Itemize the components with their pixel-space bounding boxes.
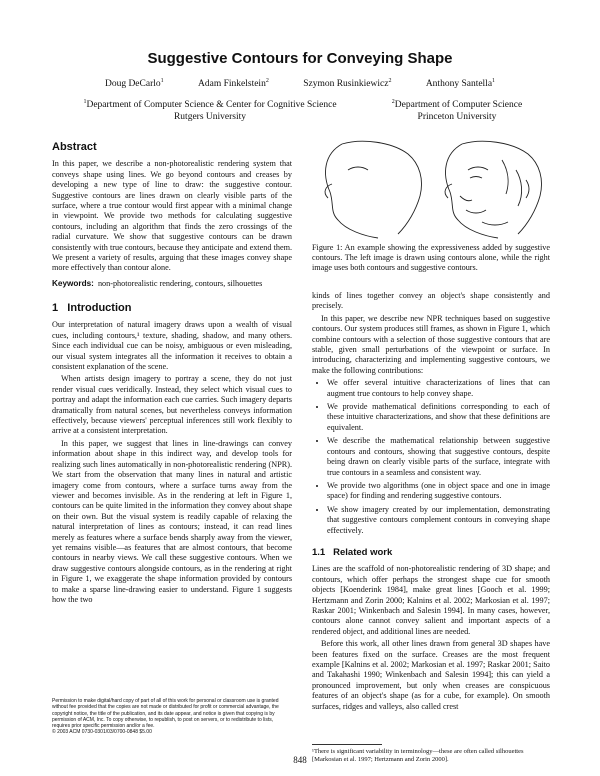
footnote: ¹There is significant variability in terminology—these are often called silhouettes [Markosian et al. 1997; Hertzmann and Zorin 2000]. [312,748,524,763]
face-drawing-contours-only [325,141,421,238]
figure-1-drawings [312,140,550,240]
paragraph: When artists design imagery to portray a scene, they do not just render visual cues veridically. Instead, they select which visual cues to portray and adapt the information each cue carries. Such imagery departs dramatically from natural scenes, but nevertheless conveys information effectively, because viewers' perceptual inferences still work flexibly to arrive at a consistent interpretation. [52,374,292,436]
author: Adam Finkelstein$^2$ [198,78,269,90]
author: Doug DeCarlo$^1$ [104,78,164,90]
author: Anthony Santella$^1$ [425,78,496,90]
abstract-section [52,142,292,291]
affiliation-princeton: $^2$Department of Computer Science Princeton University [391,99,523,123]
abstract-heading: Abstract [52,141,97,153]
paragraph: Lines are the scaffold of non-photorealistic rendering of 3D shape; and contours, which offer perhaps the strongest shape cue for smooth objects [Koenderink 1984], make great lines [Gooch et al. 1999; Hertzmann and Zorin 2000; Kalnins et al. 2002; Markosian et al. 1997; Raskar 2001; Winkenbach and Salesin 1994]. In many cases, however, contours alone cannot convey salient and important aspects of a rendered object, and additional lines are needed. [312,564,550,636]
paragraph: In this paper, we suggest that lines in line-drawings can convey information about shape in this indirect way, and develop tools for realizing such lines automatically in non-photorealistic rendering (NPR). We start from the observation that many lines in natural and artistic imagery come from contours, where a surface turns away from the viewer and becomes invisible. As in the rendering at left in Figure 1, contours can be quite limited in the information they convey about shape on their own. But the visual system is readily capable of relaxing the natural interpretation of lines as contours; instead, it can read lines merely as features where a surface bends sharply away from the viewer, yet remains visible—as features that are almost contours, that become contours in nearby views. We call these suggestive contours. When we draw suggestive contours alongside contours, as in the rendering at right in Figure 1, we exaggerate the shape information provided by contours to make a sparse line-drawing easier to understand. Figure 1 suggests how the two [52,438,292,604]
introduction-section [52,303,292,607]
author: Szymon Rusinkiewicz$^2$ [303,78,392,90]
list-item: • We provide two algorithms (one in object space and one in image space) for finding and rendering suggestive contours. [327,481,550,502]
face-drawing-with-suggestive-contours [445,141,541,238]
list-item: • We offer several intuitive characterizations of lines that can augment true contours to help convey shape. [327,378,550,399]
related-work-heading: 1.1 Related work [312,546,393,558]
paper-title: Suggestive Contours for Conveying Shape [147,50,453,67]
footnote-rule [312,744,382,745]
paragraph: In this paper, we describe new NPR techniques based on suggestive contours. Our system produces still frames, as shown in Figure 1, which combine contours with a selection of those suggestive contours that are stable, given small perturbations of the viewpoint or surface. In introducing, characterizing and implementing suggestive contours, we make the following contributions: [312,313,550,375]
affiliation-rutgers: $^1$Department of Computer Science & Center for Cognitive Science Rutgers University [83,99,337,123]
paragraph: Our interpretation of natural imagery draws upon a wealth of visual cues, including contours,¹ texture, shading, shadow, and many others. Since each individual cue can be noisy, ambiguous or even misleading, our visual system integrates all the information it receives to obtain a consistent explanation of the scene. [52,320,292,372]
contributions-list [312,378,550,536]
introduction-heading: 1 Introduction [52,302,132,314]
paragraph: Before this work, all other lines drawn from general 3D shapes have been features fixed on the surface. Creases are the most frequent example [Kalnins et al. 2002; Markosian et al. 1997; Raskar 2001; Saito and Takahashi 1990; Winkenbach and Salesin 1994]; this can yield a pronounced improvement, but only when creases are conspicuous features of an object's shape (as for a cube, for example). On smooth surfaces, ridges and valleys, also called crest [312,639,550,711]
list-item: • We provide mathematical definitions corresponding to each of these intuitive characterizations, and show that these definitions are equivalent. [327,402,550,433]
author-list [0,78,600,89]
figure-1-caption: Figure 1: An example showing the expressiveness added by suggestive contours. The left image is drawn using contours alone, while the right image uses both contours and suggestive contours. [312,243,550,272]
right-column [312,291,550,714]
page-number: 848 [293,755,307,765]
permission-notice: Permission to make digital/hard copy of part of all of this work for personal or classroom use is granted without fee provided that the copies are not made or distributed for profit or commercial advantage, the copyright notice, the title of the publication, and its date appear, and notice is given that copying is by permission of ACM, Inc. To copy otherwise, to republish, to post on servers, or to redistribute to lists, requires prior specific permission and/or a fee. © 2003 ACM 0730-0301/03/0700-0848 $5.00 [52,698,279,736]
list-item: • We show imagery created by our implementation, demonstrating that suggestive contours complement contours in conveying shape effectively. [327,505,550,536]
abstract-text: In this paper, we describe a non-photorealistic rendering system that conveys shape using lines. We go beyond contours and creases by developing a new type of line to draw: the suggestive contour. Suggestive contours are lines drawn on clearly visible parts of the surface, where a true contour would first appear with a minimal change in viewpoint. We provide two methods for calculating suggestive contours, including an algorithm that finds the zero crossings of the radial curvature. We show that suggestive contours can be drawn consistently with true contours, because they anticipate and extend them. We present a variety of results, arguing that these images convey shape more effectively than contour alone. [52,159,292,273]
keywords: Keywords: non-photorealistic rendering, contours, silhouettes [52,278,263,288]
paragraph: kinds of lines together convey an object's shape consistently and precisely. [312,291,550,311]
list-item: • We describe the mathematical relationship between suggestive contours and contours, showing that suggestive contours, despite being drawn on clearly visible parts of the surface, integrate with true contours in a seamless and consistent way. [327,436,550,478]
